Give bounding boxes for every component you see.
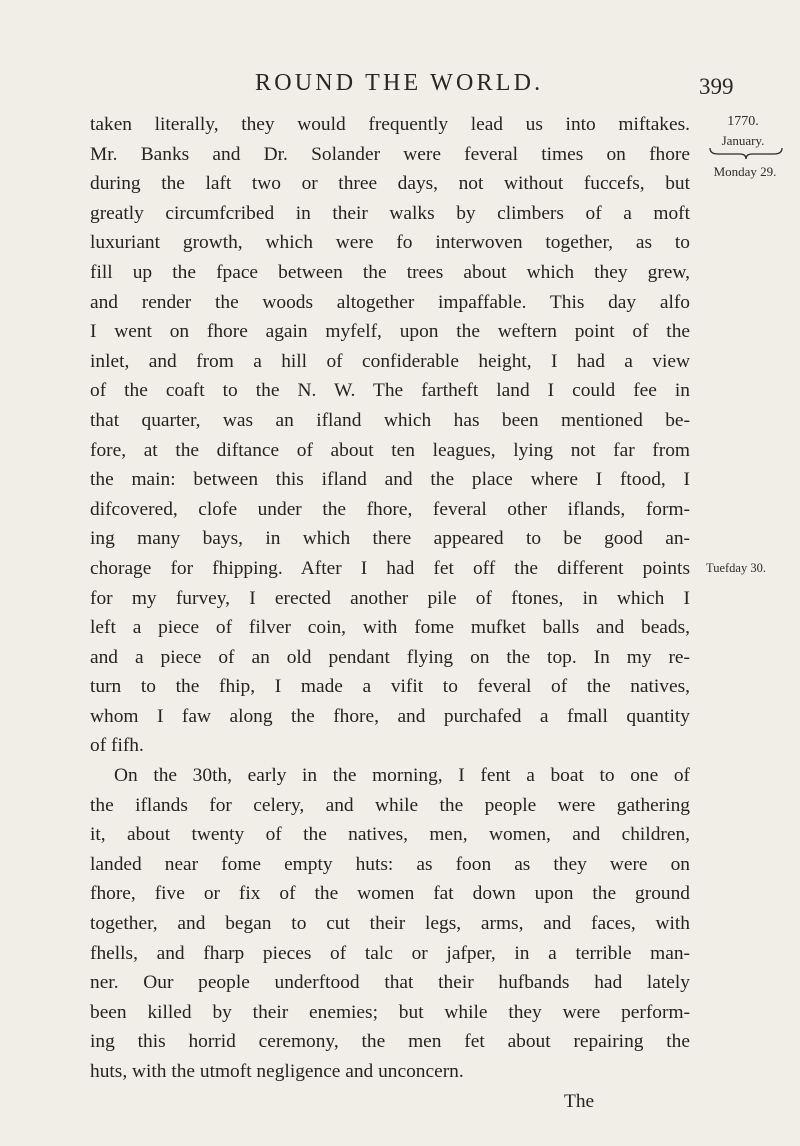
text-line: that quarter, was an ifland which has been mentioned be-: [90, 409, 690, 431]
text-line: and a piece of an old pendant flying on the top. In my re-: [90, 646, 690, 668]
margin-note-year: 1770.: [727, 114, 759, 129]
text-line: luxuriant growth, which were fo interwoven together, as to: [90, 232, 690, 254]
text-line: left a piece of filver coin, with fome mufket balls and beads,: [90, 617, 690, 639]
text-line: ing this horrid ceremony, the men fet about repairing the: [90, 1031, 690, 1053]
text-line: the main: between this ifland and the place where I ftood, I: [90, 469, 690, 491]
running-title: ROUND THE WORLD.: [255, 70, 544, 96]
text-line: landed near fome empty huts: as foon as they were on: [90, 853, 690, 875]
text-line: of fifh.: [90, 735, 144, 757]
text-line: ner. Our people underftood that their hufbands had lately: [90, 972, 690, 994]
catchword: The: [564, 1090, 595, 1112]
text-line: it, about twenty of the natives, men, women, and children,: [90, 824, 690, 846]
text-line: taken literally, they would frequently lead us into miftakes.: [90, 114, 690, 135]
text-line: for my furvey, I erected another pile of ftones, in which I: [90, 587, 690, 609]
text-line: of the coaft to the N. W. The fartheft land I could fee in: [90, 380, 690, 402]
text-line: together, and began to cut their legs, arms, and faces, with: [90, 913, 690, 935]
margin-brace-icon: [708, 146, 784, 160]
text-line: fill up the fpace between the trees about which they grew,: [90, 261, 690, 283]
text-line: fhells, and fharp pieces of talc or jafper, in a terrible man-: [90, 942, 690, 964]
margin-note-month: January.: [721, 133, 765, 148]
text-line: the iflands for celery, and while the people were gathering: [90, 794, 690, 816]
text-line: been killed by their enemies; but while they were perform-: [90, 1001, 690, 1023]
text-line: On the 30th, early in the morning, I fent a boat to one of: [114, 765, 690, 787]
text-line: ing many bays, in which there appeared to be good an-: [90, 528, 690, 550]
text-line: during the laft two or three days, not without fuccefs, but: [90, 173, 690, 195]
text-line: and render the woods altogether impaffable. This day alfo: [90, 291, 690, 313]
text-line: I went on fhore again myfelf, upon the weftern point of the: [90, 321, 690, 343]
margin-note-day-2: Tuefday 30.: [706, 561, 766, 575]
body-text: [90, 110, 690, 1116]
text-line: fhore, five or fix of the women fat down upon the ground: [90, 883, 690, 905]
page-number: 399: [699, 74, 734, 99]
margin-note-day-1: Monday 29.: [713, 164, 777, 179]
text-line: Mr. Banks and Dr. Solander were feveral times on fhore: [90, 143, 690, 165]
text-line: fore, at the diftance of about ten leagues, lying not far from: [90, 439, 690, 461]
text-line: huts, with the utmoft negligence and unconcern.: [90, 1061, 464, 1082]
text-line: chorage for fhipping. After I had fet off the different points: [90, 557, 690, 579]
text-line: difcovered, clofe under the fhore, feveral other iflands, form-: [90, 498, 690, 520]
text-line: inlet, and from a hill of confiderable height, I had a view: [90, 350, 690, 372]
text-line: greatly circumfcribed in their walks by climbers of a moft: [90, 202, 690, 224]
text-line: turn to the fhip, I made a vifit to feveral of the natives,: [90, 676, 690, 698]
text-line: whom I faw along the fhore, and purchafed a fmall quantity: [90, 705, 690, 727]
